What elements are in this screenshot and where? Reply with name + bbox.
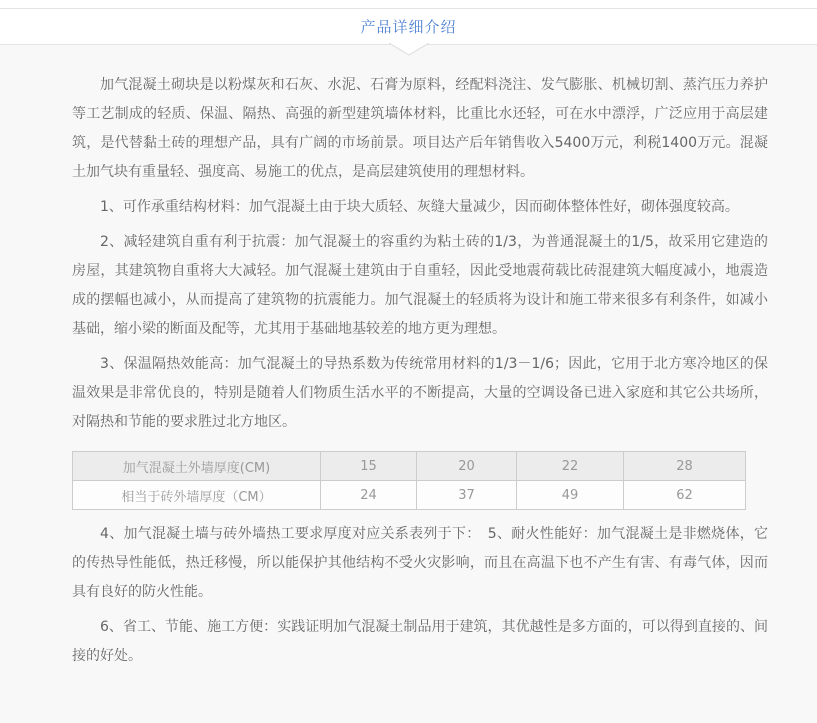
point-4-5-paragraph: 4、加气混凝土墙与砖外墙热工要求厚度对应关系表列于下： 5、耐火性能好：加气混凝土是非燃烧体，它的传热导性能低，热迁移慢，所以能保护其他结构不受火灾影响，而且在高温下也不产生有害、有毒气体，因而具有良好的防火性能。: [72, 526, 768, 600]
point-1-paragraph: 1、可作承重结构材料：加气混凝土由于块大质轻、灰缝大量减少，因而砌体整体性好，砌体强度较高。: [100, 199, 739, 215]
intro-paragraph: 加气混凝土砌块是以粉煤灰和石灰、水泥、石膏为原料，经配料浇注、发气膨胀、机械切割、蒸汽压力养护等工艺制成的轻质、保温、隔热、高强的新型建筑墙体材料，比重比水还轻，可在水中漂浮，广泛应用于高层建筑，是代替黏土砖的理想产品，具有广阔的市场前景。项目达产后年销售收入5400万元，利税1400万元。混凝土加气块有重量轻、强度高、易施工的优点，是高层建筑使用的理想材料。: [72, 77, 768, 180]
point-3-paragraph: 3、保温隔热效能高：加气混凝土的导热系数为传统常用材料的1/3－1/6；因此，它用于北方寒冷地区的保温效果是非常优良的，特别是随着人们物质生活水平的不断提高，大量的空调设备已进入家庭和其它公共场所，对隔热和节能的要求胜过北方地区。: [72, 356, 768, 430]
table-cell: 37: [417, 481, 517, 510]
table-cell: 49: [517, 481, 624, 510]
table-row-label: 加气混凝土外墙厚度(CM): [73, 452, 321, 481]
table-row-brick-equivalent: [73, 481, 746, 510]
table-cell: 62: [624, 481, 746, 510]
top-spacer: [0, 0, 817, 8]
product-detail-content: [0, 45, 817, 723]
table-cell: 15: [321, 452, 417, 481]
table-cell: 22: [517, 452, 624, 481]
active-section-pointer-icon: [389, 43, 429, 56]
wall-thickness-table: [72, 451, 746, 510]
section-header-bar: [0, 8, 817, 45]
table-row-aerated-concrete: [73, 452, 746, 481]
table-cell: 20: [417, 452, 517, 481]
table-cell: 24: [321, 481, 417, 510]
table-row-label: 相当于砖外墙厚度（CM）: [73, 481, 321, 510]
point-6-paragraph: 6、省工、节能、施工方便：实践证明加气混凝土制品用于建筑，其优越性是多方面的，可以得到直接的、间接的好处。: [72, 619, 768, 664]
point-2-paragraph: 2、减轻建筑自重有利于抗震：加气混凝土的容重约为粘土砖的1/3，为普通混凝土的1/5，故采用它建造的房屋，其建筑物自重将大大减轻。加气混凝土建筑由于自重轻，因此受地震荷载比砖混建筑大幅度减小，地震造成的摆幅也减小，从而提高了建筑物的抗震能力。加气混凝土的轻质将为设计和施工带来很多有利条件，如减小基础，缩小梁的断面及配等，尤其用于基础地基较差的地方更为理想。: [72, 234, 768, 337]
page-title: 产品详细介绍: [360, 18, 457, 36]
table-cell: 28: [624, 452, 746, 481]
